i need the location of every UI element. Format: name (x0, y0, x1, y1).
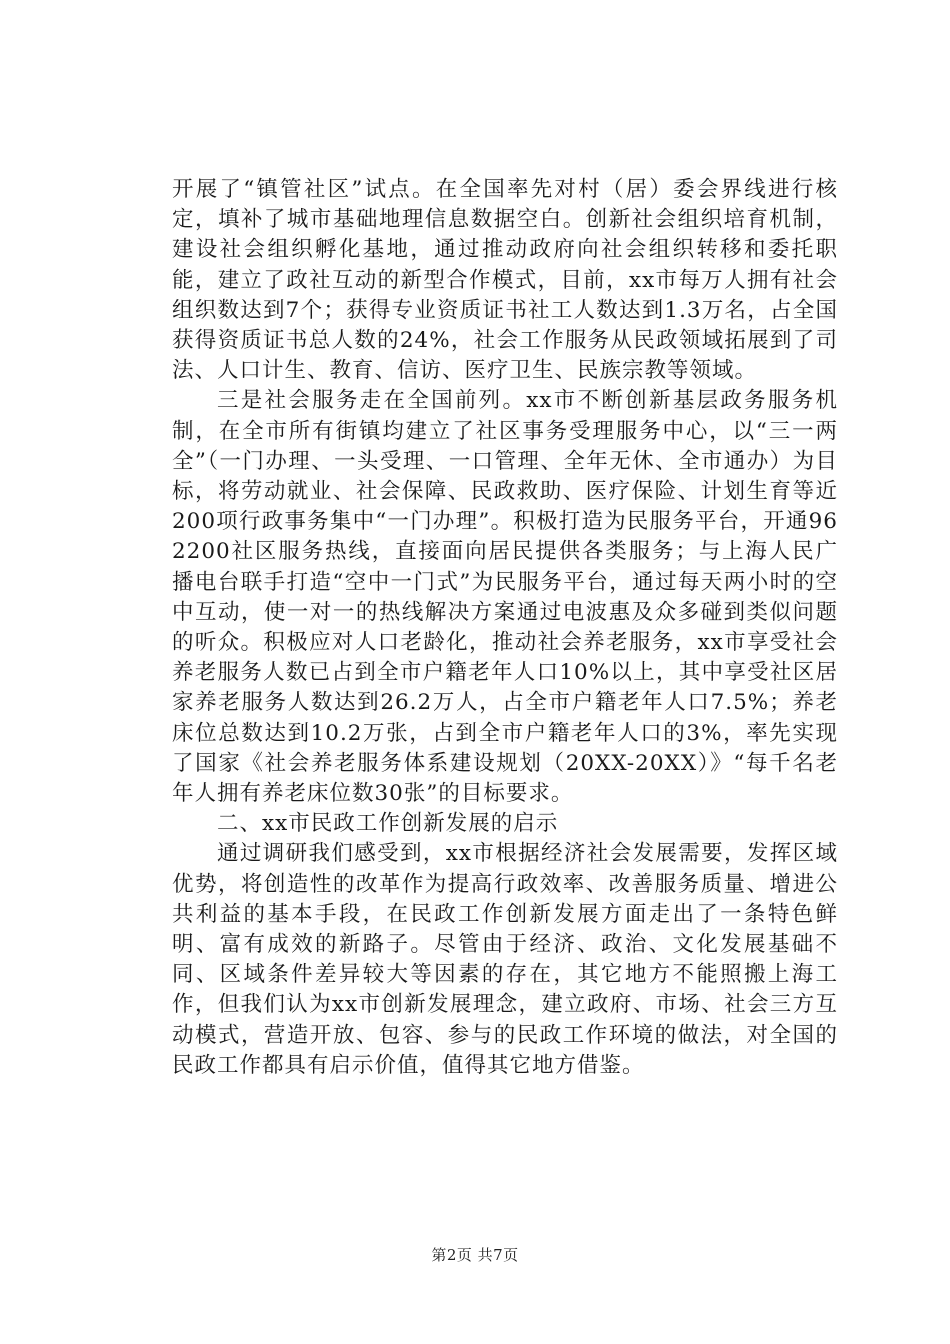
document-body (172, 175, 838, 1081)
section-heading: 二、xx市民政工作创新发展的启示 (217, 811, 559, 837)
page-footer: 第2页 共7页 (431, 1246, 519, 1264)
paragraph-4: 通过调研我们感受到，xx市根据经济社会发展需要，发挥区域优势，将创造性的改革作为提高行政效率、改善服务质量、增进公共利益的基本手段，在民政工作创新发展方面走出了一条特色鲜明、富有成效的新路子。尽管由于经济、政治、文化发展基础不同、区域条件差异较大等因素的存在，其它地方不能照搬上海工作，但我们认为xx市创新发展理念，建立政府、市场、社会三方互动模式，营造开放、包容、参与的民政工作环境的做法，对全国的民政工作都具有启示价值，值得其它地方借鉴。 (172, 841, 838, 1078)
paragraph-1: 开展了“镇管社区”试点。在全国率先对村（居）委会界线进行核定，填补了城市基础地理信息数据空白。创新社会组织培育机制，建设社会组织孵化基地，通过推动政府向社会组织转移和委托职能，建立了政社互动的新型合作模式，目前，xx市每万人拥有社会组织数达到7个；获得专业资质证书社工人数达到1.3万名，占全国获得资质证书总人数的24%，社会工作服务从民政领域拓展到了司法、人口计生、教育、信访、医疗卫生、民族宗教等领域。 (172, 177, 838, 384)
paragraph-2: 三是社会服务走在全国前列。xx市不断创新基层政务服务机制，在全市所有街镇均建立了社区事务受理服务中心，以“三一两全”（一门办理、一头受理、一口管理、全年无休、全市通办）为目标，将劳动就业、社会保障、民政救助、医疗保险、计划生育等近200项行政事务集中“一门办理”。积极打造为民服务平台，开通962200社区服务热线，直接面向居民提供各类服务；与上海人民广播电台联手打造“空中一门式”为民服务平台，通过每天两小时的空中互动，使一对一的热线解决方案通过电波惠及众多碰到类似问题的听众。积极应对人口老龄化，推动社会养老服务，xx市享受社会养老服务人数已占到全市户籍老年人口10%以上，其中享受社区居家养老服务人数达到26.2万人，占全市户籍老年人口7.5%；养老床位总数达到10.2万张，占到全市户籍老年人口的3%，率先实现了国家《社会养老服务体系建设规划（20XX-20XX）》“每千名老年人拥有养老床位数30张”的目标要求。 (172, 388, 838, 807)
